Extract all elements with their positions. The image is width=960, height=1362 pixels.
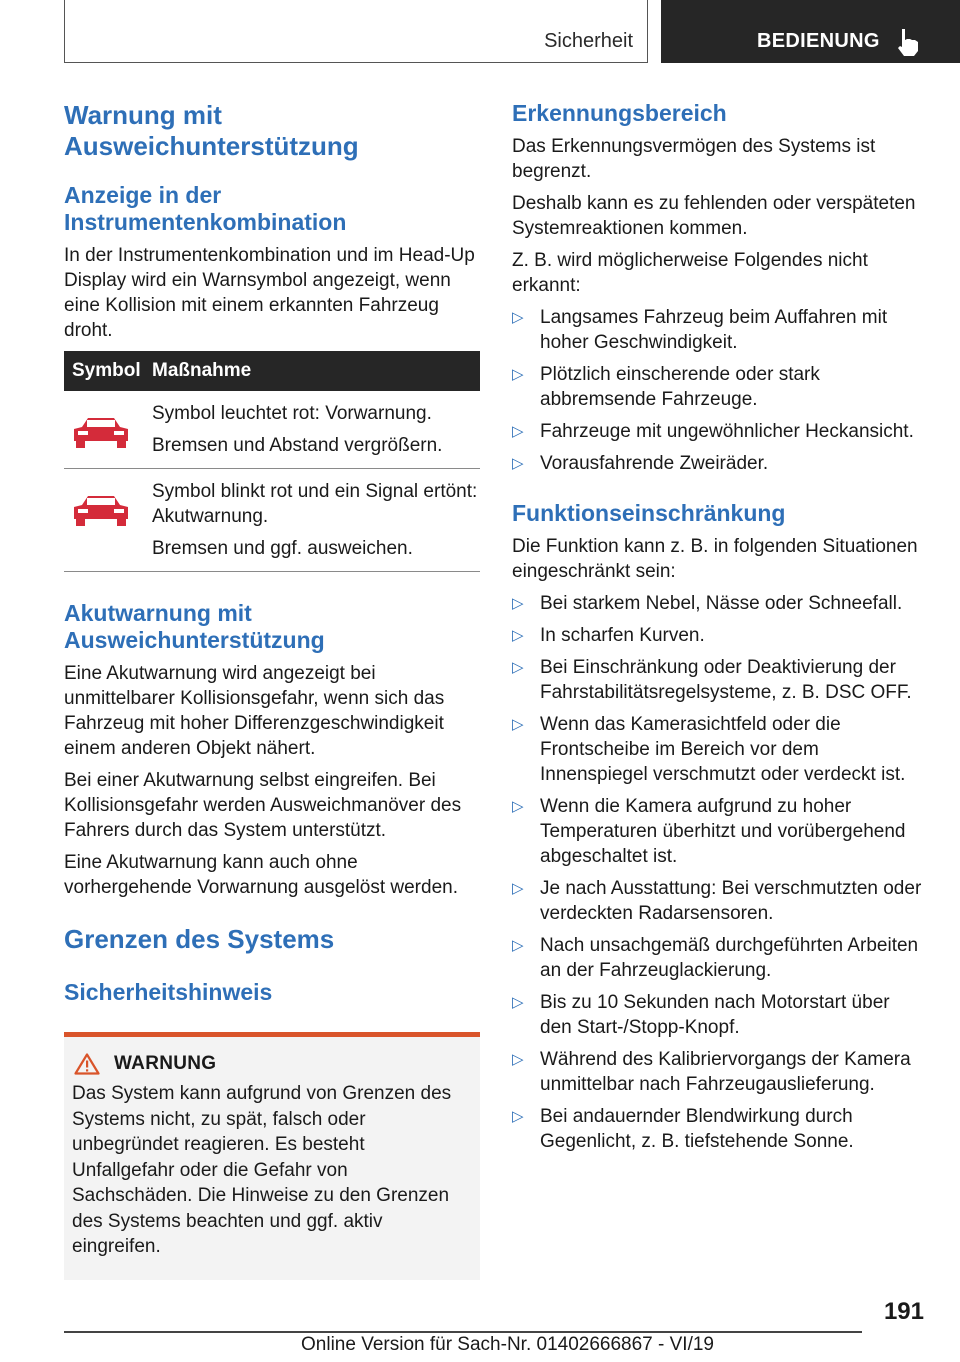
list-item: ▷ In scharfen Kurven. <box>512 625 705 646</box>
triangle-bullet-icon: ▷ <box>512 595 524 612</box>
table-cell-text: Symbol blinkt rot und ein Signal ertönt: Akutwarnung. <box>152 481 478 527</box>
car-warning-icon <box>68 493 134 529</box>
triangle-bullet-icon: ▷ <box>512 309 524 326</box>
heading-detection-range: Erkennungsbereich <box>512 100 727 126</box>
list-item: ▷ Nach unsachgemäß durchgeführten Arbeiten an der Fahrzeuglackierung. <box>512 935 919 981</box>
table-cell-text: Bremsen und ggf. ausweichen. <box>152 538 413 559</box>
list-item: ▷ Plötzlich einscherende oder stark abbremsende Fahrzeuge. <box>512 364 820 410</box>
paragraph-range-1: Das Erkennungsvermögen des Systems ist begrenzt. <box>512 136 876 182</box>
heading-safety-note: Sicherheitshinweis <box>64 979 273 1005</box>
list-item: ▷ Wenn das Kamerasichtfeld oder die Frontscheibe im Bereich vor dem Innenspiegel verschmutzt oder verdeckt ist. <box>512 714 906 785</box>
triangle-bullet-icon: ▷ <box>512 366 524 383</box>
paragraph-limit: Die Funktion kann z. B. in folgenden Situationen eingeschränkt sein: <box>512 536 918 582</box>
footer-rule <box>64 1331 862 1333</box>
list-item: ▷ Bei Einschränkung oder Deaktivierung der Fahrstabilitätsregelsysteme, z. B. DSC OFF. <box>512 657 912 703</box>
list-detection <box>512 305 926 476</box>
triangle-bullet-icon: ▷ <box>512 1051 524 1068</box>
list-item: ▷ Langsames Fahrzeug beim Auffahren mit hoher Geschwindigkeit. <box>512 307 888 353</box>
triangle-bullet-icon: ▷ <box>512 937 524 954</box>
list-item: ▷ Während des Kalibriervorgangs der Kamera unmittelbar nach Fahrzeugauslieferung. <box>512 1049 911 1095</box>
triangle-bullet-icon: ▷ <box>512 627 524 644</box>
warning-triangle-icon <box>74 1053 100 1075</box>
triangle-bullet-icon: ▷ <box>512 716 524 733</box>
paragraph-acute-2: Bei einer Akutwarnung selbst eingreifen. Bei Kollisionsgefahr werden Ausweichmanöver des Fahrers durch das System unterstützt. <box>64 770 462 841</box>
symbol-table <box>64 351 480 572</box>
warning-text: Das System kann aufgrund von Grenzen des Systems nicht, zu spät, falsch oder unbegründet reagieren. Es besteht Unfallgefahr oder die Gefahr von Sachschäden. Die Hinweise zu den Grenzen des Systems beachten und ggf. aktiv eingreifen. <box>72 1083 452 1257</box>
page-number: 191 <box>883 1298 924 1325</box>
table-header-symbol: Symbol <box>64 351 144 391</box>
header-section-title: Sicherheit <box>544 30 633 52</box>
right-column <box>512 100 926 1154</box>
warning-box <box>64 1037 480 1280</box>
list-item: ▷ Vorausfahrende Zweiräder. <box>512 453 769 474</box>
list-item: ▷ Je nach Ausstattung: Bei verschmutzten oder verdeckten Radarsensoren. <box>512 878 922 924</box>
heading-function-limit: Funktionseinschränkung <box>512 500 786 526</box>
table-cell-text: Symbol leuchtet rot: Vorwarnung. <box>152 403 432 424</box>
list-item: ▷ Bei andauernder Blendwirkung durch Gegenlicht, z. B. tiefstehende Sonne. <box>512 1106 854 1152</box>
paragraph-display: In der Instrumentenkombination und im Head-Up Display wird ein Warnsymbol angezeigt, wenn eine Kollision mit einem erkannten Fahrzeug droht. <box>64 245 475 341</box>
car-warning-icon <box>68 415 134 451</box>
triangle-bullet-icon: ▷ <box>512 659 524 676</box>
pointing-hand-icon <box>893 27 921 57</box>
paragraph-acute-3: Eine Akutwarnung kann auch ohne vorhergehende Vorwarnung ausgelöst werden. <box>64 852 458 898</box>
table-row <box>64 469 480 572</box>
paragraph-range-3: Z. B. wird möglicherweise Folgendes nicht erkannt: <box>512 250 868 296</box>
table-header-measure: Maßnahme <box>144 351 480 391</box>
list-item: ▷ Bei starkem Nebel, Nässe oder Schneefall. <box>512 593 903 614</box>
triangle-bullet-icon: ▷ <box>512 455 524 472</box>
table-row <box>64 391 480 469</box>
triangle-bullet-icon: ▷ <box>512 994 524 1011</box>
list-limitations <box>512 591 926 1154</box>
header-section-tab <box>64 0 648 63</box>
list-item: ▷ Bis zu 10 Sekunden nach Motorstart über den Start-/Stopp-Knopf. <box>512 992 890 1038</box>
paragraph-acute-1: Eine Akutwarnung wird angezeigt bei unmittelbarer Kollisionsgefahr, wenn sich das Fahrzeug mit hoher Differenzgeschwindigkeit einem anderen Objekt nähert. <box>64 663 445 759</box>
paragraph-range-2: Deshalb kann es zu fehlenden oder verspäteten Systemreaktionen kommen. <box>512 193 916 239</box>
list-item: ▷ Wenn die Kamera aufgrund zu hoher Temperaturen überhitzt und vorübergehend abgeschaltet ist. <box>512 796 906 867</box>
warning-title: WARNUNG <box>114 1053 217 1074</box>
triangle-bullet-icon: ▷ <box>512 880 524 897</box>
table-cell-text: Bremsen und Abstand vergrößern. <box>152 435 443 456</box>
triangle-bullet-icon: ▷ <box>512 798 524 815</box>
heading-acute-warning: Akutwarnung mit Ausweichunterstützung <box>64 600 325 653</box>
left-column <box>64 100 480 1280</box>
list-item: ▷ Fahrzeuge mit ungewöhnlicher Heckansicht. <box>512 421 914 442</box>
heading-display-cluster: Anzeige in der Instrumentenkombination <box>64 182 347 235</box>
heading-system-limits: Grenzen des Systems <box>64 924 335 954</box>
heading-warning-evasive: Warnung mit Ausweichunterstützung <box>64 100 359 161</box>
footer-online-version: Online Version für Sach-Nr. 01402666867 - VI/19 <box>301 1334 714 1355</box>
triangle-bullet-icon: ▷ <box>512 1108 524 1125</box>
header-chapter-title: BEDIENUNG <box>757 30 880 52</box>
triangle-bullet-icon: ▷ <box>512 423 524 440</box>
